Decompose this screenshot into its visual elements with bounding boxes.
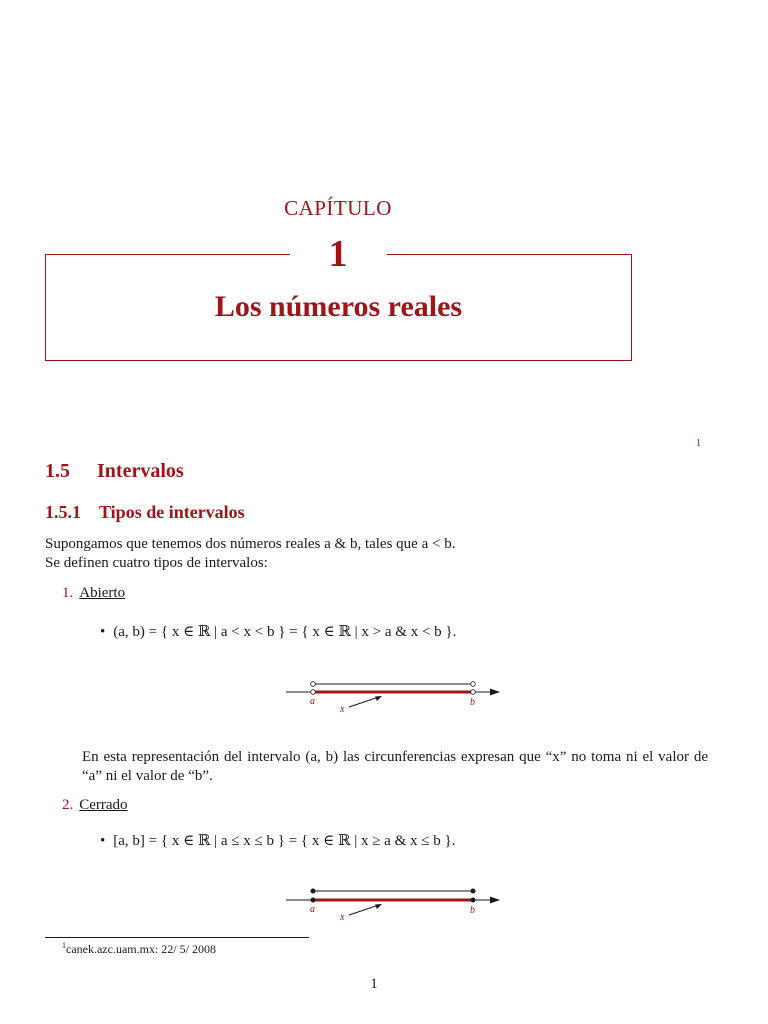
- label-a: a: [310, 904, 315, 915]
- closed-endpoint-icon: [311, 898, 316, 903]
- page-number: 1: [370, 976, 378, 992]
- chapter-box-bottom: [45, 360, 632, 361]
- item-number: 2.: [62, 797, 74, 813]
- subsection-number: 1.5.1: [45, 502, 81, 522]
- closed-endpoint-icon: [471, 889, 476, 894]
- section-title: Intervalos: [97, 460, 184, 482]
- pointer-arrow-icon: [375, 904, 382, 909]
- formula-text: [a, b] = { x ∈ ℝ | a ≤ x ≤ b } = { x ∈ ℝ | x ≥ a & x ≤ b }.: [113, 833, 456, 849]
- formula-open-interval: [100, 622, 456, 641]
- open-endpoint-icon: [311, 682, 316, 687]
- intro-line-1: Supongamos que tenemos dos números reales a & b, tales que a < b.: [45, 536, 456, 552]
- arrow-head-icon: [490, 897, 500, 904]
- label-b: b: [470, 697, 475, 708]
- footnote-text: canek.azc.uam.mx: 22/ 5/ 2008: [66, 942, 216, 956]
- chapter-label: CAPÍTULO: [284, 196, 392, 220]
- pointer-arrow-icon: [375, 696, 382, 701]
- open-interval-diagram: [280, 676, 510, 716]
- chapter-box-right: [631, 254, 632, 361]
- pointer-arrow-line: [349, 697, 379, 707]
- closed-endpoint-icon: [311, 889, 316, 894]
- pointer-arrow-line: [349, 905, 379, 915]
- chapter-title: Los números reales: [214, 290, 463, 323]
- item-label: Cerrado: [79, 797, 128, 813]
- subsection-heading: [45, 502, 245, 523]
- footnote-mark: 1: [62, 941, 66, 950]
- section-heading: [45, 460, 184, 483]
- label-a: a: [310, 696, 315, 707]
- open-interval-explanation: En esta representación del intervalo (a, b) las circunferencias expresan que “x” no toma ni el valor de “a” ni el valor de “b”.: [82, 749, 708, 784]
- label-x: x: [340, 912, 345, 923]
- chapter-number: 1: [328, 233, 348, 275]
- closed-interval-diagram: [280, 884, 510, 924]
- item-label: Abierto: [79, 585, 126, 601]
- section-number: 1.5: [45, 460, 70, 482]
- chapter-box-top-left: [45, 254, 290, 255]
- open-endpoint-icon: [471, 690, 476, 695]
- subsection-title: Tipos de intervalos: [99, 502, 245, 522]
- formula-text: (a, b) = { x ∈ ℝ | a < x < b } = { x ∈ ℝ | x > a & x < b }.: [113, 624, 457, 640]
- bullet-icon: •: [100, 833, 106, 849]
- item-number: 1.: [62, 585, 74, 601]
- closed-endpoint-icon: [471, 898, 476, 903]
- open-endpoint-icon: [471, 682, 476, 687]
- bullet-icon: •: [100, 624, 106, 640]
- intro-line-2: Se definen cuatro tipos de intervalos:: [45, 555, 268, 571]
- chapter-box-top-right: [387, 254, 632, 255]
- footnote-rule: [45, 937, 309, 938]
- open-endpoint-icon: [311, 690, 316, 695]
- list-item-abierto: [62, 585, 125, 602]
- label-b: b: [470, 905, 475, 916]
- list-item-cerrado: [62, 797, 128, 814]
- arrow-head-icon: [490, 689, 500, 696]
- footnote-mark[interactable]: 1: [696, 438, 701, 449]
- label-x: x: [340, 704, 345, 715]
- footnote: [62, 941, 216, 957]
- formula-closed-interval: [100, 831, 455, 850]
